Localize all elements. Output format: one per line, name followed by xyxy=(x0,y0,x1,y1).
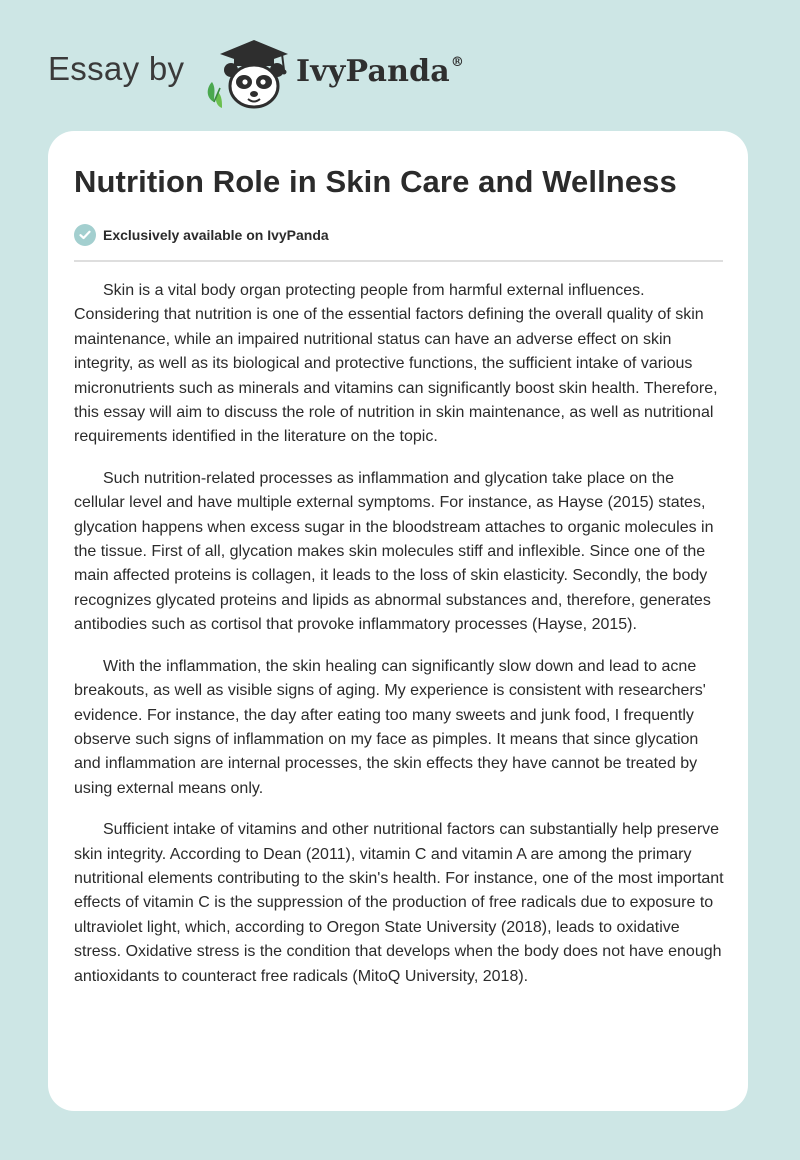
registered-mark: ® xyxy=(450,55,465,70)
paragraph: Such nutrition-related processes as inflammation and glycation take place on the cellular level and have multiple external symptoms. For instance, as Hayse (2015) states, glycation happens when excess sugar in the bloodstream attaches to organic molecules in the tissue. First of all, glycation makes skin molecules stiff and inflexible. Since one of the main affected proteins is collagen, it leads to the loss of skin elasticity. Secondly, the body recognizes glycated proteins and lipids as abnormal substances and, therefore, generates antibodies such as cortisol that provoke inflammatory processes (Hayse, 2015). xyxy=(74,469,714,634)
brand-name: IvyPanda xyxy=(296,54,450,89)
check-icon xyxy=(74,224,96,246)
paragraph: Skin is a vital body organ protecting people from harmful external influences. Considering that nutrition is one of the essential factors defining the overall quality of skin maintenance, while an impaired nutritional status can have an adverse effect on skin integrity, as well as its biological and protective functions, the sufficient intake of various micronutrients such as minerals and vitamins can significantly boost skin health. Therefore, this essay will aim to discuss the role of nutrition in skin maintenance, as well as nutritional requirements identified in the literature on the topic. xyxy=(74,282,718,446)
paragraph: Sufficient intake of vitamins and other nutritional factors can substantially help preserve skin integrity. According to Dean (2011), vitamin C and vitamin A are among the primary nutritional elements contributing to the skin's health. For instance, one of the most important effects of vitamin C is the suppression of the production of free radicals due to exposure to ultraviolet light, which, according to Oregon State University (2018), leads to oxidative stress. Oxidative stress is the condition that develops when the body does not have enough antioxidants to counteract free radicals (MitoQ University, 2018). xyxy=(74,821,724,985)
essay-card xyxy=(48,131,748,1111)
essay-by-label: Essay by xyxy=(48,50,185,87)
essay-body xyxy=(74,279,726,1006)
exclusive-badge xyxy=(74,222,329,248)
title-divider xyxy=(74,260,723,262)
paragraph: With the inflammation, the skin healing can significantly slow down and lead to acne breakouts, as well as visible signs of aging. My experience is consistent with researchers' evidence. For instance, the day after eating too many sweets and junk food, I frequently observe such signs of inflammation on my face as pimples. It means that since glycation and inflammation are internal processes, the skin effects they have cannot be treated by using external means only. xyxy=(74,657,706,797)
brand-logo[interactable] xyxy=(296,54,464,89)
site-header xyxy=(48,36,548,116)
essay-title: Nutrition Role in Skin Care and Wellness xyxy=(74,164,677,199)
exclusive-badge-label: Exclusively available on IvyPanda xyxy=(103,227,329,243)
panda-graduate-icon[interactable] xyxy=(204,36,294,110)
